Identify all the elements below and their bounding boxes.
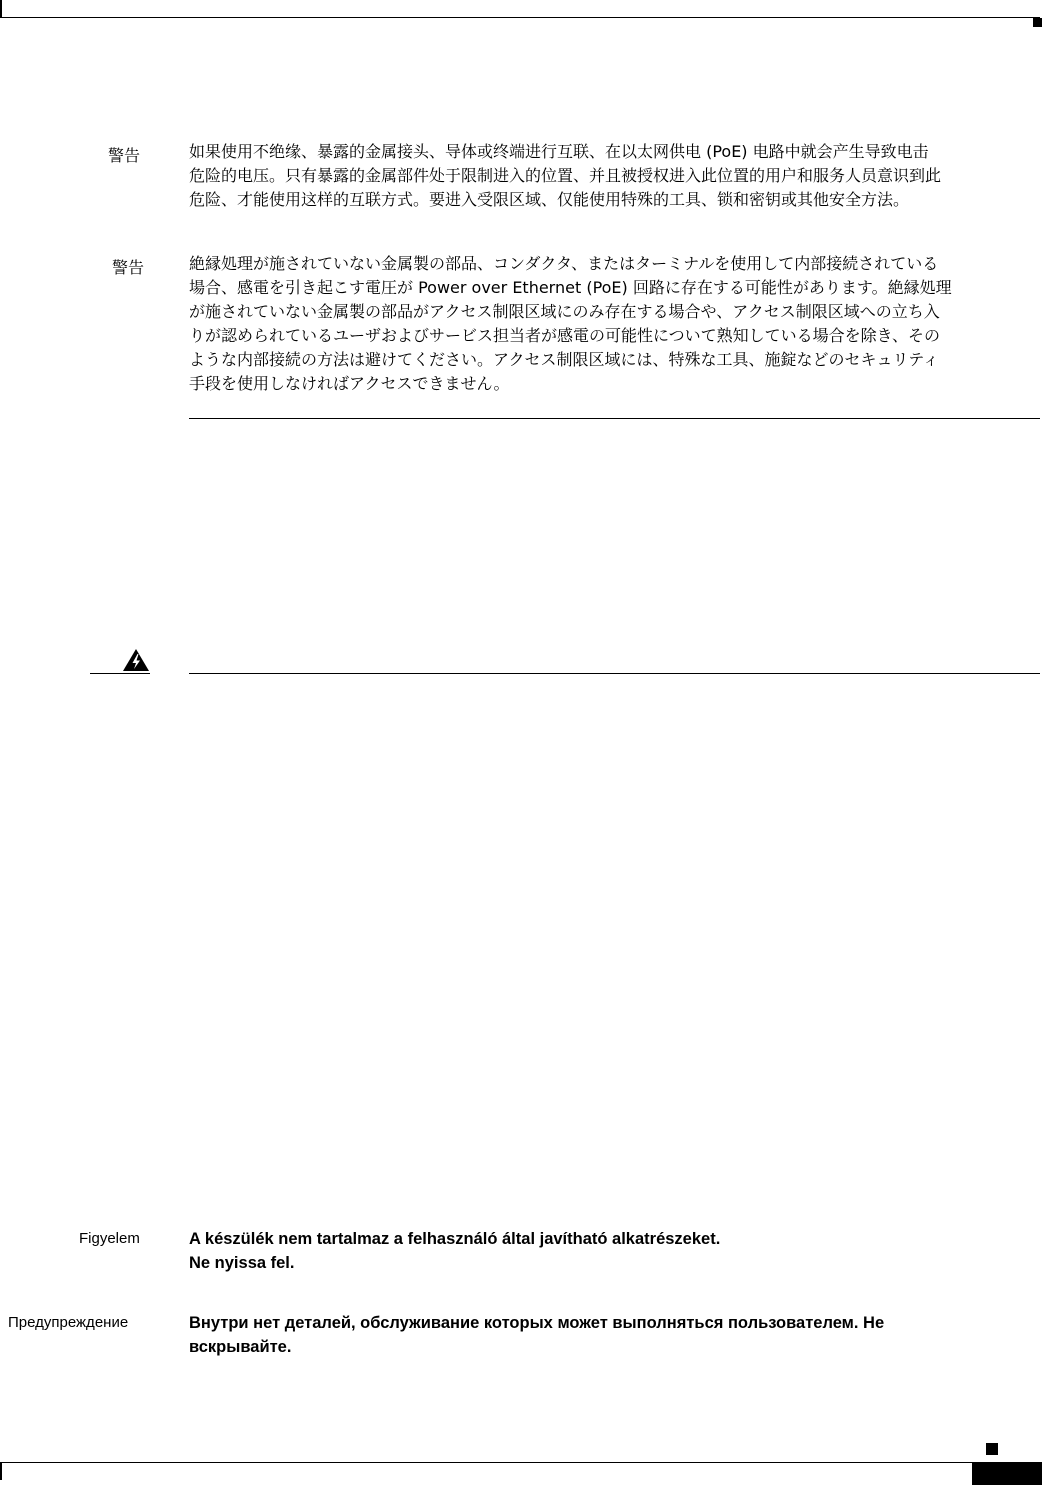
warning-section-rule (189, 673, 1040, 674)
caution-label-russian: Предупреждение (8, 1314, 129, 1331)
caution-line: Ne nyissa fel. (189, 1254, 295, 1272)
warning-line: 危险、才能使用这样的互联方式。要进入受限区域、仅能使用特殊的工具、锁和密钥或其他安全方法。 (189, 190, 910, 209)
header-marker (1033, 18, 1042, 27)
header-rule (0, 17, 1040, 18)
warning-end-rule (189, 418, 1040, 419)
caution-line: вскрывайте. (189, 1338, 292, 1356)
warning-line: が施されていない金属製の部品がアクセス制限区域にのみ存在する場合や、アクセス制限区域への立ち入 (189, 302, 940, 321)
warning-line: 絶縁処理が施されていない金属製の部品、コンダクタ、またはターミナルを使用して内部接続されている (189, 254, 939, 273)
warning-line: 場合、感電を引き起こす電圧が Power over Ethernet (PoE) 回路に存在する可能性があります。絶縁処理 (189, 278, 952, 297)
caution-line: A készülék nem tartalmaz a felhasználó által javítható alkatrészeket. (189, 1230, 721, 1248)
warning-text-chinese (189, 140, 1044, 212)
warning-text-japanese (189, 252, 1044, 396)
header-left-tick (0, 0, 2, 18)
footer-marker (986, 1443, 998, 1455)
warning-line: 如果使用不绝缘、暴露的金属接头、导体或终端进行互联、在以太网供电 (PoE) 电路中就会产生导致电击 (189, 142, 929, 161)
warning-icon-rule (90, 673, 150, 674)
caution-text-russian (189, 1311, 884, 1359)
warning-line: りが認められているユーザおよびサービス担当者が感電の可能性について熟知している場合を除き、その (189, 326, 941, 345)
page-number-tab (972, 1462, 1042, 1485)
warning-line: 手段を使用しなければアクセスできません。 (189, 374, 510, 393)
footer-left-tick (0, 1462, 2, 1480)
warning-triangle-lightning-icon (121, 648, 151, 672)
caution-label-hungarian: Figyelem (79, 1230, 140, 1247)
warning-label-japanese: 警告 (112, 258, 145, 277)
warning-label-chinese: 警告 (108, 146, 141, 165)
warning-line: ような内部接続の方法は避けてください。アクセス制限区域には、特殊な工具、施錠などのセキュリティ (189, 350, 939, 369)
warning-line: 危险的电压。只有暴露的金属部件处于限制进入的位置、并且被授权进入此位置的用户和服务人员意识到此 (189, 166, 942, 185)
caution-text-hungarian (189, 1227, 720, 1275)
caution-line: Внутри нет деталей, обслуживание которых может выполняться пользователем. Не (189, 1314, 885, 1332)
footer-rule (0, 1462, 972, 1463)
